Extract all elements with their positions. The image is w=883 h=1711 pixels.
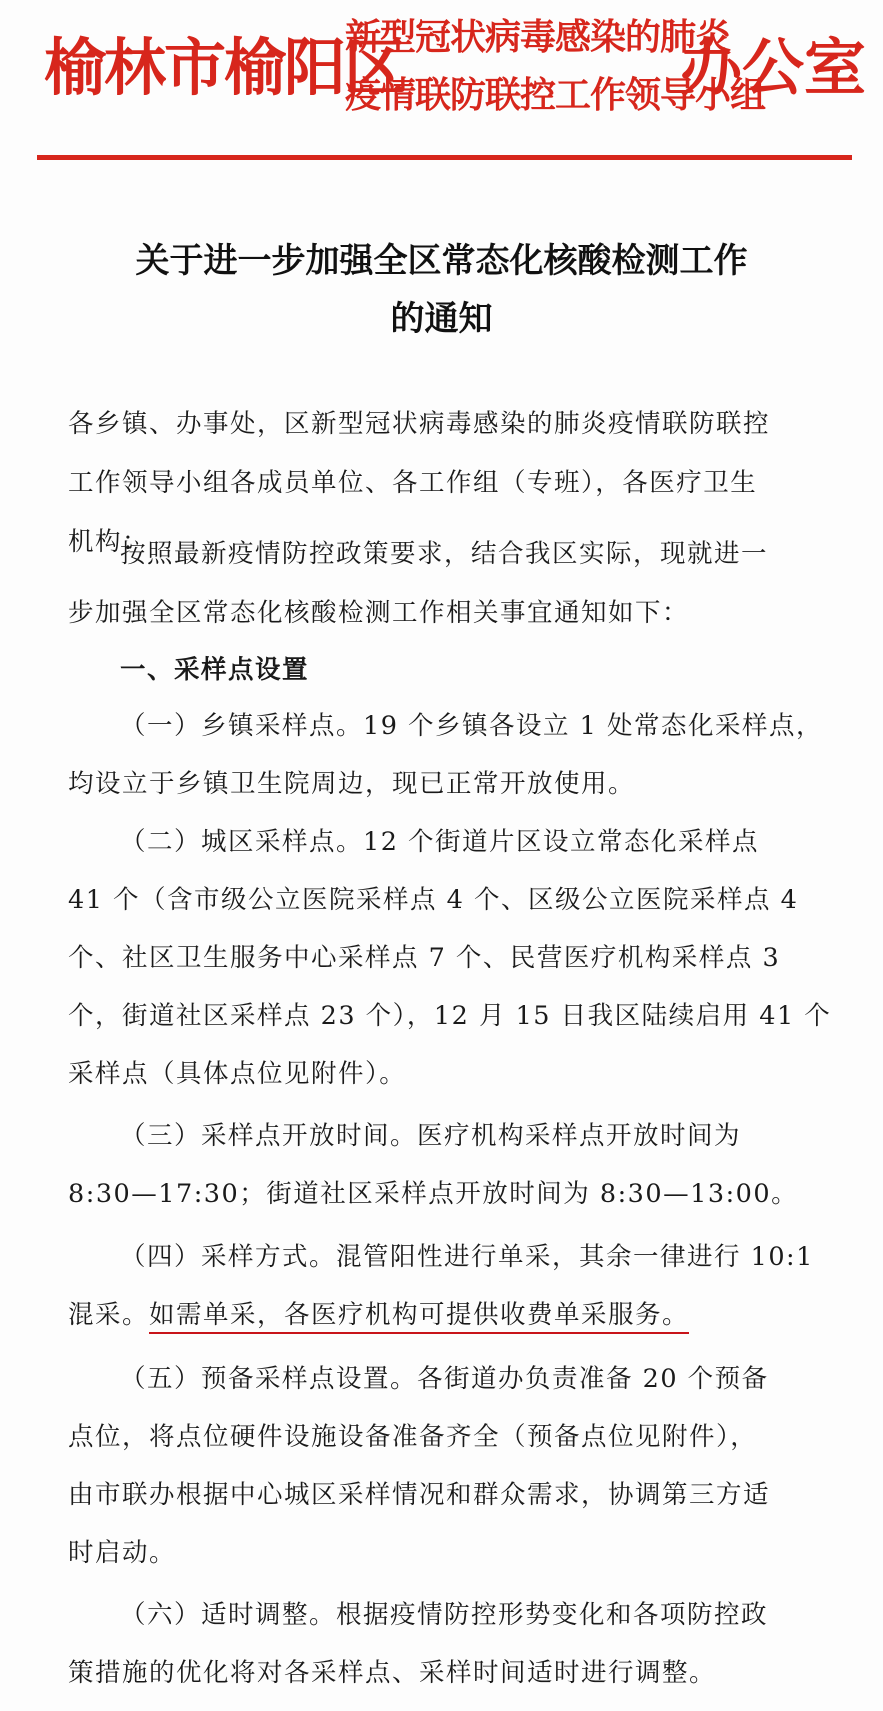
letterhead-middle-line2: 疫情联防联控工作领导小组 [345,74,766,116]
addressee-line3: 机构： [68,527,150,557]
document-title [0,232,883,348]
letterhead-right: 办公室 [680,31,867,104]
addressee-line1: 各乡镇、办事处，区新型冠状病毒感染的肺炎疫情联防联控 [68,409,771,439]
item2-line3: 个、社区卫生服务中心采样点 7 个、民营医疗机构采样点 3 [68,943,781,973]
item1-line1: （一）乡镇采样点。19 个乡镇各设立 1 处常态化采样点， [120,711,823,741]
letterhead-middle-line1: 新型冠状病毒感染的肺炎 [345,16,731,58]
red-divider [37,155,852,160]
item1-line2: 均设立于乡镇卫生院周边，现已正常开放使用。 [68,769,636,799]
item6-line1: （六）适时调整。根据疫情防控形势变化和各项防控政 [120,1600,769,1630]
item5-line2: 点位，将点位硬件设施设备准备齐全（预备点位见附件）， [68,1422,758,1452]
title-line2: 的通知 [390,299,493,339]
item4-line2-start: 混采。 [68,1300,150,1330]
addressee-line2: 工作领导小组各成员单位、各工作组（专班），各医疗卫生 [68,468,758,498]
intro-line1: 按照最新疫情防控政策要求，结合我区实际，现就进一 [120,539,769,569]
letterhead [0,0,883,165]
intro-line2: 步加强全区常态化核酸检测工作相关事宜通知如下： [68,598,690,628]
item2-line4: 个，街道社区采样点 23 个），12 月 15 日我区陆续启用 41 个 [68,1001,832,1031]
item5-line4: 时启动。 [68,1538,177,1568]
section-heading: 一、采样点设置 [120,655,310,685]
underlined-sentence: 如需单采，各医疗机构可提供收费单采服务。 [149,1300,689,1334]
item4-line1: （四）采样方式。混管阳性进行单采，其余一律进行 10:1 [120,1242,814,1272]
item3-line2: 8:30—17:30；街道社区采样点开放时间为 8:30—13:00。 [68,1179,799,1209]
item4-line2 [68,1286,689,1345]
item5-line1: （五）预备采样点设置。各街道办负责准备 20 个预备 [120,1364,769,1394]
item2-line1: （二）城区采样点。12 个街道片区设立常态化采样点 [120,827,760,857]
item3-line1: （三）采样点开放时间。医疗机构采样点开放时间为 [120,1121,742,1151]
item6-line2: 策措施的优化将对各采样点、采样时间适时进行调整。 [68,1658,717,1688]
item2-line5: 采样点（具体点位见附件）。 [68,1059,407,1089]
letterhead-left: 榆林市榆阳区 [44,31,405,104]
title-line1: 关于进一步加强全区常态化核酸检测工作 [135,241,748,281]
item2-line2: 41 个（含市级公立医院采样点 4 个、区级公立医院采样点 4 [68,885,799,915]
item5-line3: 由市联办根据中心城区采样情况和群众需求，协调第三方适 [68,1480,771,1510]
